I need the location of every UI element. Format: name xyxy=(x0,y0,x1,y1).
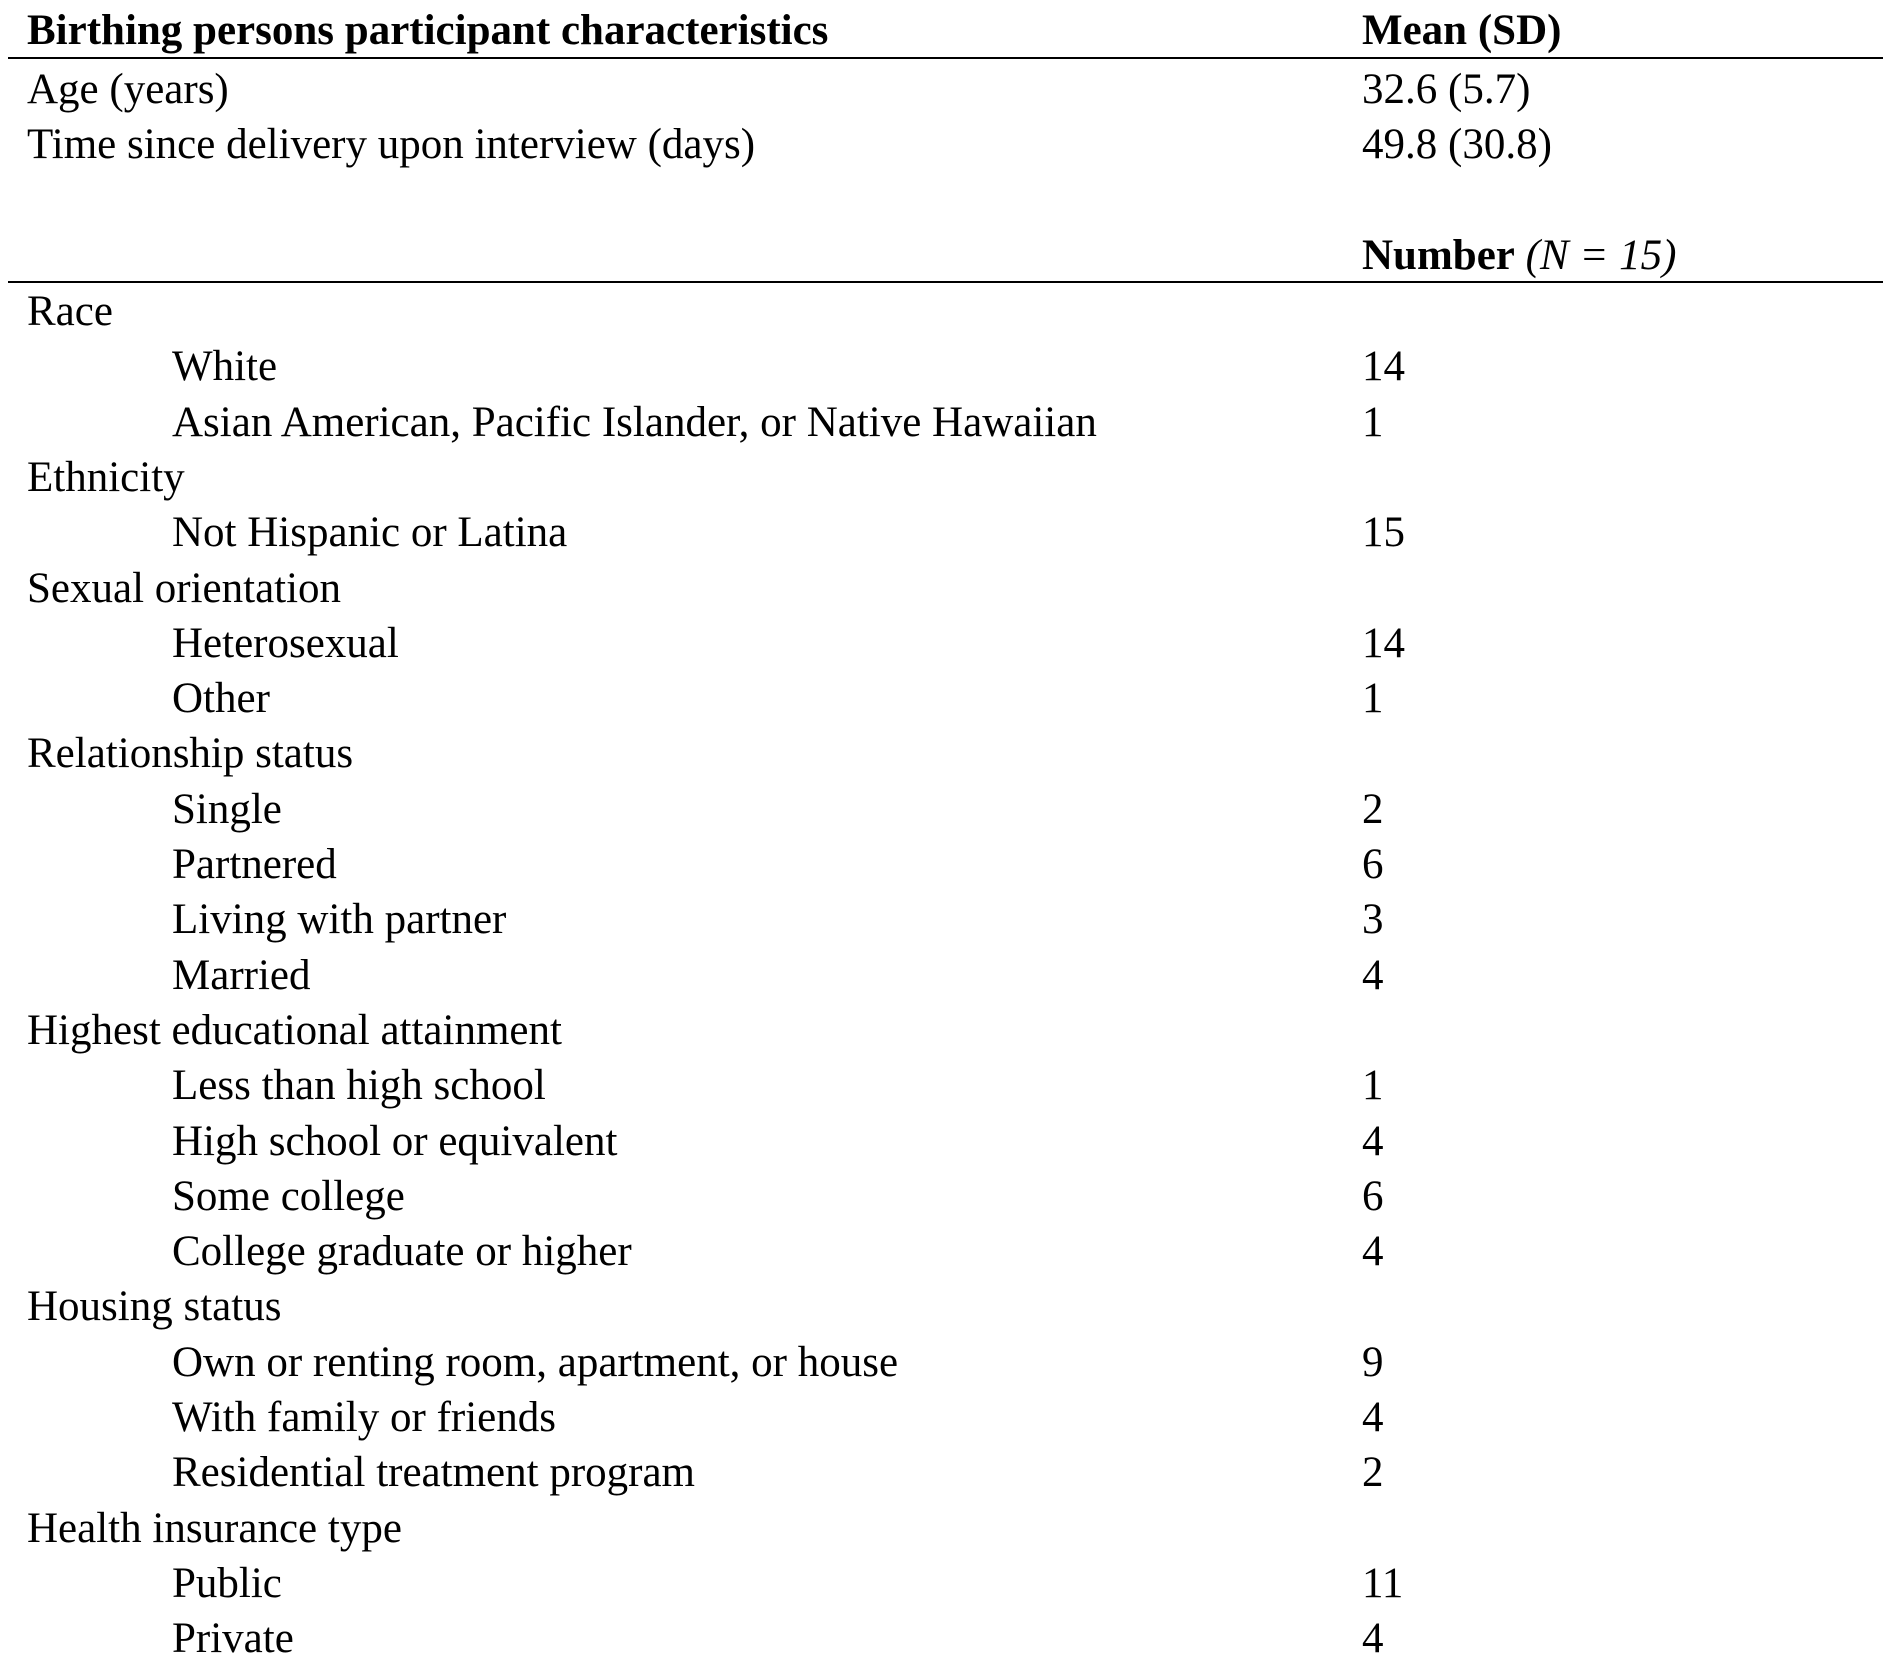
row-label: Less than high school xyxy=(172,1062,546,1110)
table-row xyxy=(0,1169,1883,1225)
number-header-label: Number xyxy=(1362,232,1515,279)
row-label: High school or equivalent xyxy=(172,1117,618,1165)
row-value: 2 xyxy=(1362,785,1384,833)
table-row xyxy=(0,1556,1883,1612)
row-label: Residential treatment program xyxy=(172,1449,695,1497)
row-value: 15 xyxy=(1362,509,1405,557)
table-row xyxy=(0,782,1883,838)
row-value: 4 xyxy=(1362,951,1384,999)
row-label: Public xyxy=(172,1559,282,1607)
row-label: Time since delivery upon interview (days) xyxy=(27,121,756,168)
row-value: 1 xyxy=(1362,675,1384,723)
table-row xyxy=(0,1445,1883,1501)
row-value: 32.6 (5.7) xyxy=(1362,66,1531,113)
category-heading-row xyxy=(0,1279,1883,1335)
table-header-row xyxy=(0,3,1883,59)
category-heading-row xyxy=(0,284,1883,340)
row-label: Single xyxy=(172,785,282,833)
number-header-row xyxy=(0,228,1883,284)
row-value: 4 xyxy=(1362,1117,1384,1165)
row-value: 4 xyxy=(1362,1228,1384,1276)
table-row xyxy=(0,837,1883,893)
category-label: Race xyxy=(27,288,113,335)
row-label: Partnered xyxy=(172,841,337,888)
row-value: 4 xyxy=(1362,1615,1384,1663)
header-mean-sd: Mean (SD) xyxy=(1362,7,1562,54)
category-heading-row xyxy=(0,1501,1883,1557)
row-value: 11 xyxy=(1362,1559,1404,1607)
row-value: 14 xyxy=(1362,343,1405,391)
row-value: 3 xyxy=(1362,896,1384,944)
row-label: Married xyxy=(172,951,311,999)
row-label: Other xyxy=(172,675,270,723)
number-header-rule xyxy=(8,281,1883,283)
category-label: Ethnicity xyxy=(27,453,185,501)
category-label: Housing status xyxy=(27,1283,282,1331)
row-label: Asian American, Pacific Islander, or Native Hawaiian xyxy=(172,398,1097,446)
row-value: 6 xyxy=(1362,841,1384,888)
row-value: 9 xyxy=(1362,1338,1384,1386)
row-label: Heterosexual xyxy=(172,619,399,667)
number-header xyxy=(1362,228,1676,284)
row-label: Private xyxy=(172,1615,294,1663)
row-label: College graduate or higher xyxy=(172,1228,632,1276)
category-label: Relationship status xyxy=(27,730,354,778)
number-header-n: (N = 15) xyxy=(1525,232,1677,279)
category-heading-row xyxy=(0,561,1883,617)
row-value: 2 xyxy=(1362,1449,1384,1497)
row-value: 14 xyxy=(1362,619,1405,667)
row-value: 6 xyxy=(1362,1172,1384,1220)
table-row-time-since-delivery xyxy=(0,117,1883,173)
table-row-age xyxy=(0,62,1883,118)
row-label: With family or friends xyxy=(172,1394,556,1441)
row-label: Some college xyxy=(172,1172,405,1220)
table-row xyxy=(0,948,1883,1004)
table-row xyxy=(0,395,1883,451)
table-row xyxy=(0,1058,1883,1114)
header-characteristics: Birthing persons participant characteristics xyxy=(27,7,829,54)
table-row xyxy=(0,339,1883,395)
row-label: Not Hispanic or Latina xyxy=(172,509,568,557)
table-row xyxy=(0,1390,1883,1446)
category-heading-row xyxy=(0,726,1883,782)
row-value: 1 xyxy=(1362,398,1384,446)
category-label: Highest educational attainment xyxy=(27,1006,562,1054)
table-row xyxy=(0,1611,1883,1667)
category-heading-row xyxy=(0,1003,1883,1059)
category-label: Sexual orientation xyxy=(27,564,342,612)
row-value: 49.8 (30.8) xyxy=(1362,121,1552,168)
header-rule xyxy=(8,57,1883,59)
row-label: Age (years) xyxy=(27,66,229,113)
row-label: Own or renting room, apartment, or house xyxy=(172,1338,899,1386)
category-label: Health insurance type xyxy=(27,1504,402,1552)
row-label: Living with partner xyxy=(172,896,507,944)
table-row xyxy=(0,1224,1883,1280)
row-value: 1 xyxy=(1362,1062,1384,1110)
table-row xyxy=(0,616,1883,672)
row-label: White xyxy=(172,343,278,391)
table-row xyxy=(0,1114,1883,1170)
table-row xyxy=(0,1335,1883,1391)
table-row xyxy=(0,892,1883,948)
category-heading-row xyxy=(0,450,1883,506)
row-value: 4 xyxy=(1362,1394,1384,1441)
table-row xyxy=(0,671,1883,727)
table-row xyxy=(0,505,1883,561)
